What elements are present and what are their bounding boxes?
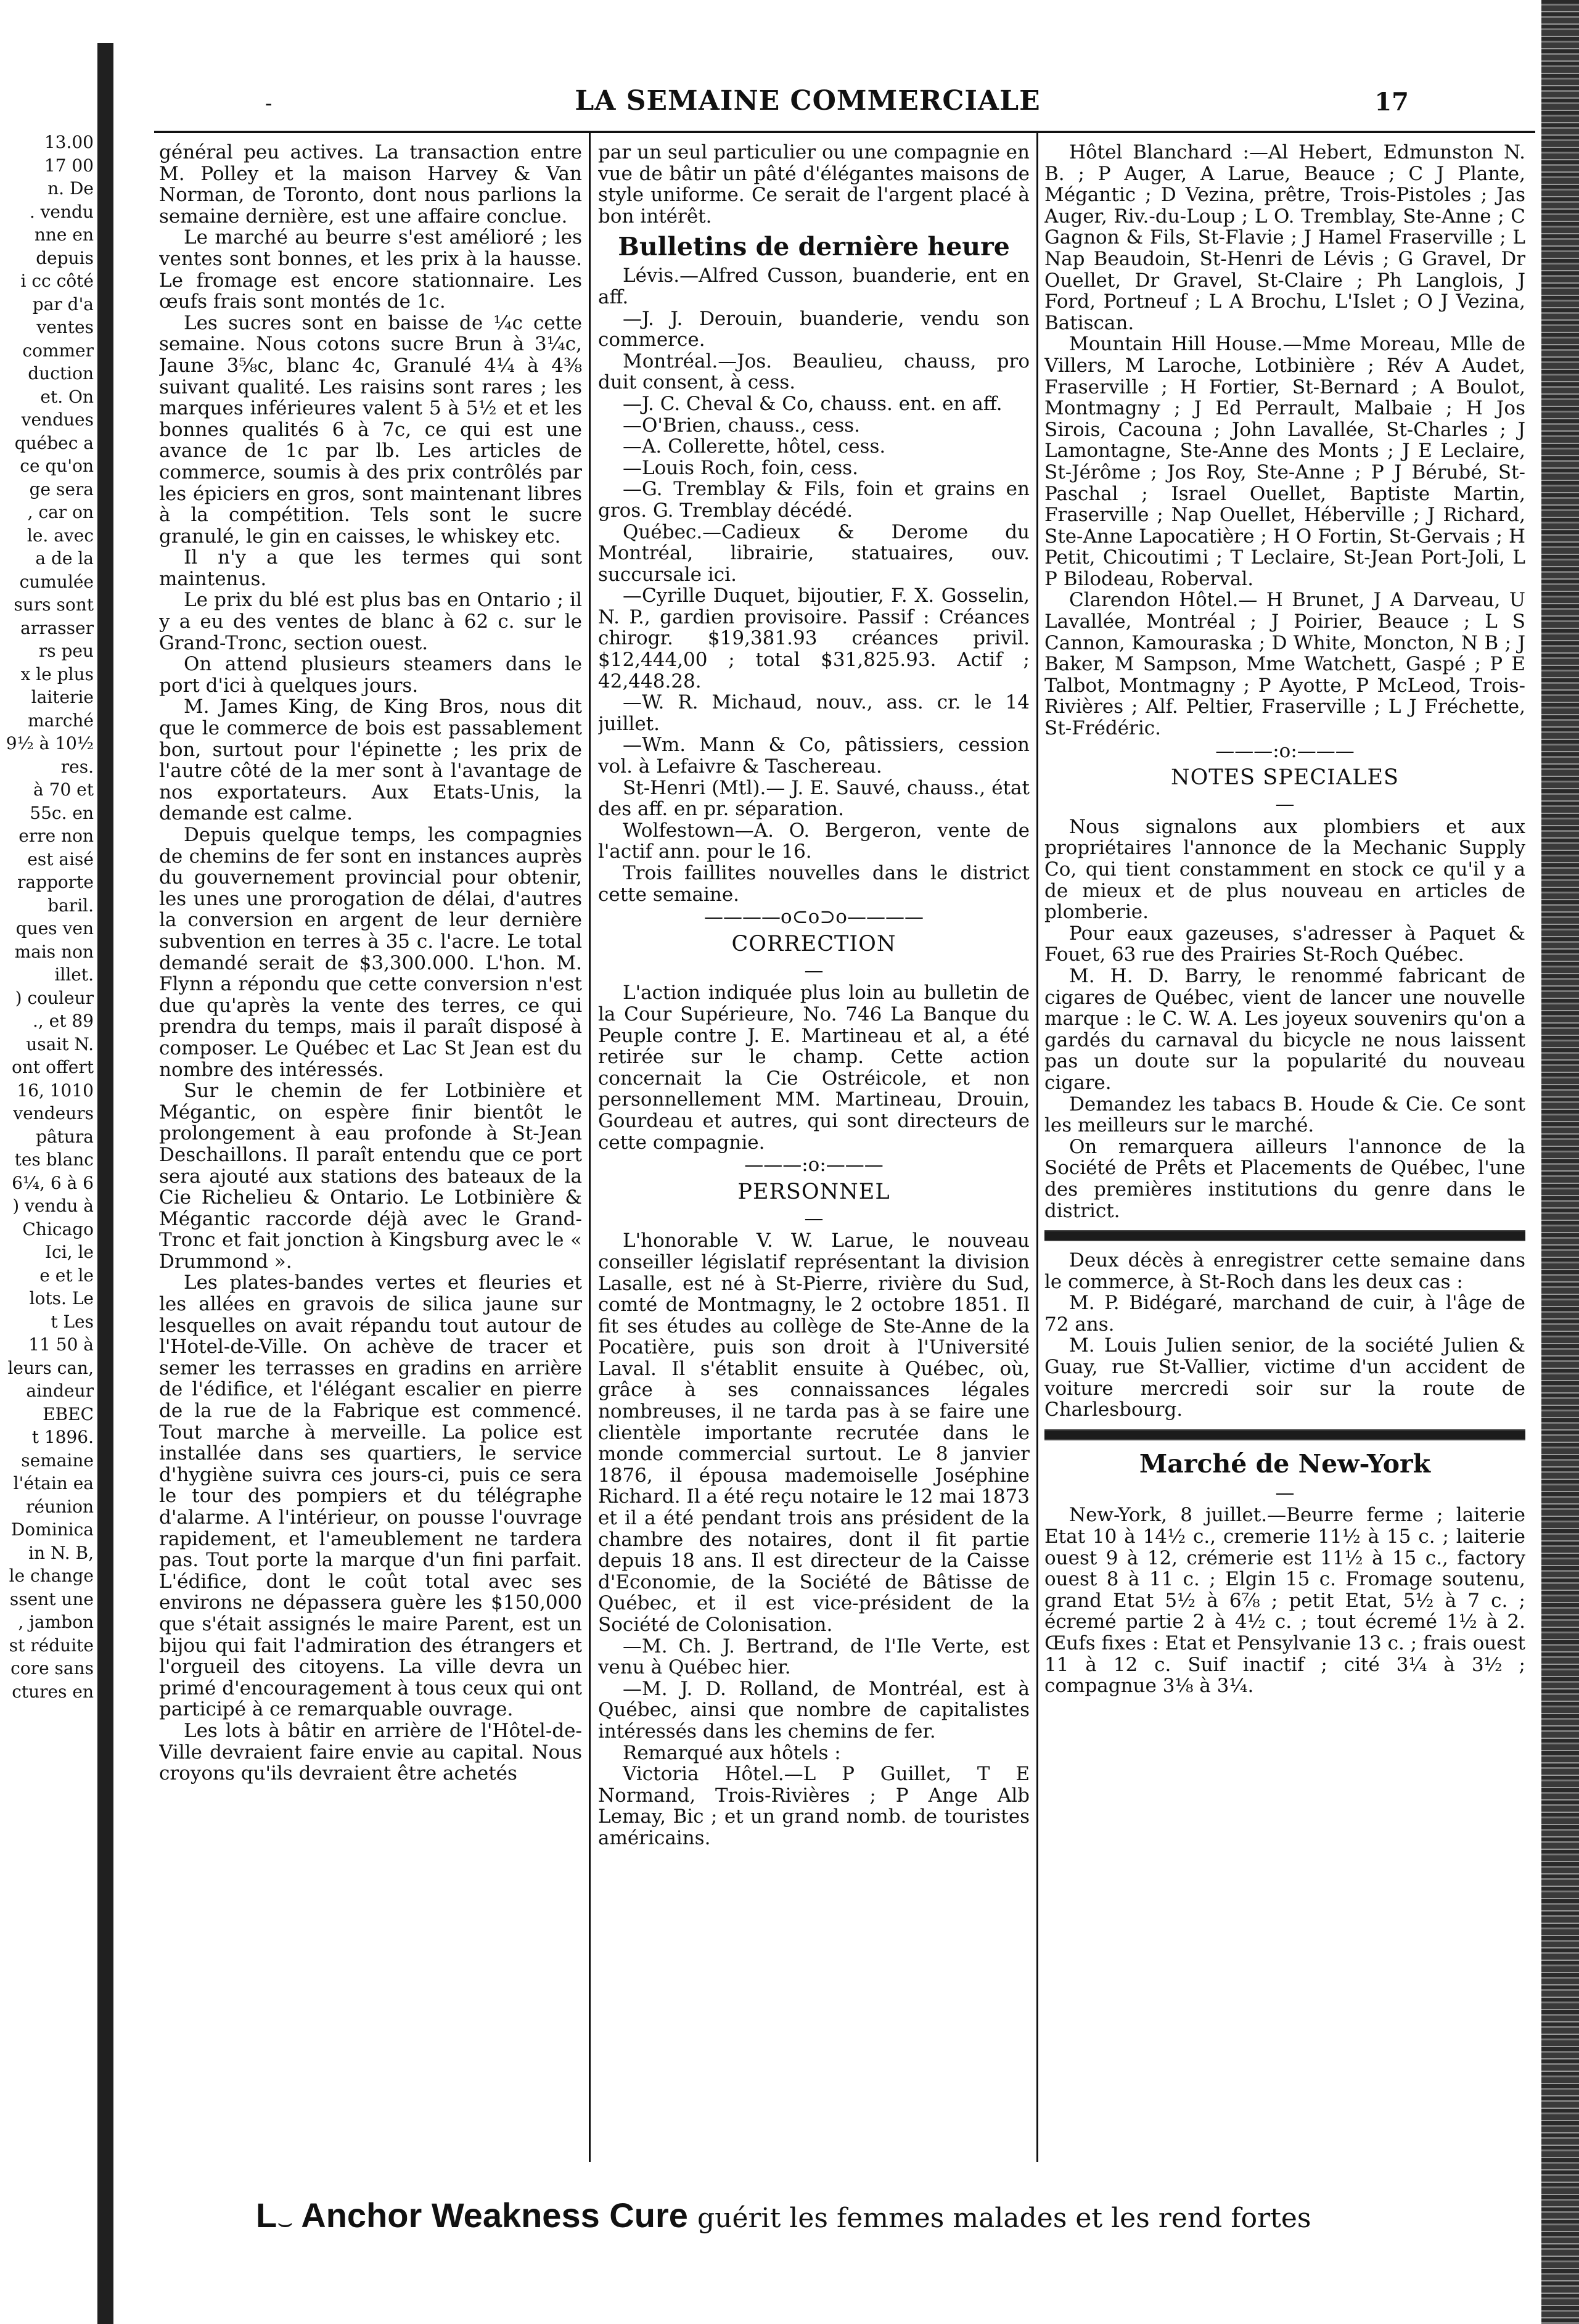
fragment-line: e et le xyxy=(39,1265,94,1286)
separator-bar xyxy=(1044,1429,1525,1440)
fragment-line: ques ven xyxy=(15,918,94,938)
paragraph: Mountain Hill House.—Mme Moreau, Mlle de Villers, M Laroche, Lotbinière ; Rév A Audet, Fraserville ; H Fortier, St-Bernard ; A Boulot, Montmagny ; J Ed Perrault, Malbaie ; H Jos Sirois, Cacouna ; John Lavallée, St-Charles ; J Lamontagne, Ste-Anne des Monts ; J E Leclaire, St-Jérôme ; Jos Roy, Ste-Anne ; P J Bérubé, St-Paschal ; Israel Ouellet, Baptiste Martin, Fraserville ; Nap Ouellet, Héberville ; J Richard, Ste-Anne Lapocatière ; H O Fortin, St-Gervais ; H Petit, Chicoutimi ; T Leclaire, St-Jean Port-Joli, L P Bilodeau, Roberval. xyxy=(1044,333,1525,590)
separator-ornament: — xyxy=(804,959,824,982)
fragment-line: illet. xyxy=(54,964,94,985)
fragment-line: 9½ à 10½ xyxy=(6,733,94,753)
fragment-line: 55c. en xyxy=(30,802,94,823)
fragment-line: duction xyxy=(28,363,94,384)
paragraph: Remarqué aux hôtels : xyxy=(623,1741,841,1764)
paragraph: Clarendon Hôtel.— H Brunet, J A Darveau, U Lavallée, Montréal ; J Poirier, Beauce ; L S Cannon, Kamouraska ; D White, Moncton, N B ; J Baker, M Sampson, Mme Watchett, Gaspé ; P E Talbot, Montmagny ; P Ayotte, P McLeod, Trois-Rivières ; Alf. Peltier, Fraserville ; L J Fréchette, St-Frédéric. xyxy=(1044,589,1525,740)
ad-tagline: guérit les femmes malades et les rend fortes xyxy=(697,2203,1311,2234)
fragment-line: 16, 1010 xyxy=(17,1080,94,1101)
fragment-line: EBEC xyxy=(43,1403,94,1424)
paragraph: Demandez les tabacs B. Houde & Cie. Ce sont les meilleurs sur le marché. xyxy=(1044,1093,1525,1137)
fragment-line: x le plus xyxy=(20,663,94,684)
fragment-line: ce qu'on xyxy=(20,456,94,476)
section-title: CORRECTION xyxy=(731,931,896,956)
section-heading: Bulletins de dernière heure xyxy=(618,232,1010,262)
fragment-line: ge sera xyxy=(29,478,94,499)
paragraph: Lévis.—Alfred Cusson, buanderie, ent en aff. xyxy=(598,265,1030,308)
separator-ornament: — xyxy=(804,1207,824,1230)
paragraph: Les plates-bandes vertes et fleuries et les allées en gravois de silica jaune sur lesquelles on avait répandu tout autour de l'Hotel-de-Ville. On achève de tracer et semer les terrasses en gradins en arrière de l'édifice, et l'élégant escalier en pierre de la rue de la Fabrique est commencé. Tout marche à merveille. La police est installée dans ses quartiers, le service d'hygiène suivra ces jours-ci, puis ce sera le tour des pompiers et du télégraphe d'alarme. A l'intérieur, on pousse l'ouvrage rapidement, et l'ameublement ne tardera pas. Tout porte la marque d'un fini parfait. L'édifice, dont le coût total avec ses environs ne dépassera guère les $150,000 que s'était assignés le maire Parent, est un bijou qui fait l'admiration des étrangers et l'orgueil des citoyens. La ville devra un primé d'encouragement à tous ceux qui ont participé à ce remarquable ouvrage. xyxy=(159,1271,582,1721)
paragraph: —M. J. D. Rolland, de Montréal, est à Québec, ainsi que nombre de capitalistes intéressés dans les chemins de fer. xyxy=(598,1677,1030,1743)
section-heading: Marché de New-York xyxy=(1139,1448,1431,1479)
header-dash: - xyxy=(265,91,273,116)
fragment-line: Ici, le xyxy=(44,1242,94,1262)
article-column-3 xyxy=(1044,142,1525,2170)
fragment-line: 11 50 à xyxy=(28,1334,94,1355)
paragraph: Wolfestown—A. O. Bergeron, vente de l'actif ann. pour le 16. xyxy=(598,819,1030,863)
paragraph: Hôtel Blanchard :—Al Hebert, Edmunston N. B. ; P Auger, A Larue, Beauce ; C J Plante, Mégantic ; D Vezina, prêtre, Trois-Pistoles ; Jas Auger, Riv.-du-Loup ; L O. Tremblay, Ste-Anne ; C Gagnon & Fils, St-Flavie ; J Hamel Fraserville ; L Nap Beaudoin, St-Henri de Lévis ; G Gravel, Dr Ouellet, Dr Gravel, St-Claire ; Ph Langlois, J Ford, Portneuf ; L A Brochu, L'Islet ; O J Vezina, Batiscan. xyxy=(1044,142,1525,334)
fragment-line: le. avec xyxy=(27,525,94,546)
paragraph: Les sucres sont en baisse de ¼c cette semaine. Nous cotons sucre Brun à 3¼c, Jaune 3⅝c, blanc 4c, Granulé 4¼ à 4⅜ suivant qualité. Les raisins sont rares ; les marques inférieures valent 5 à 5½ et et les bonnes qualités 6 à 7c, ce qui est une avance de 1c par lb. Les articles de commerce, soumis à des prix contrôlés par les épiciers en gros, sont maintenant libres à la compétition. Tels sont le sucre granulé, le gin en caisses, le whiskey etc. xyxy=(159,311,582,548)
paragraph: Victoria Hôtel.—L P Guillet, T E Normand, Trois-Rivières ; P Ange Alb Lemay, Bic ; et un grand nomb. de touristes américains. xyxy=(598,1763,1030,1849)
fragment-line: usait N. xyxy=(26,1033,94,1054)
fragment-line: nne en xyxy=(34,224,94,245)
paragraph: M. James King, de King Bros, nous dit que le commerce de bois est passablement bon, surtout pour l'épinette ; les prix de l'autre côté de la mer sont à l'avantage de nos exportateurs. Aux Etats-Unis, la demande est calme. xyxy=(159,696,582,825)
footer-advertisement: L⌣ Anchor Weakness Cure guérit les femmes malades et les rend fortes xyxy=(256,2196,1311,2237)
ad-brand: Anchor Weakness Cure xyxy=(301,2196,688,2235)
fragment-line: semaine xyxy=(21,1450,94,1471)
paragraph: Pour eaux gazeuses, s'adresser à Paquet & Fouet, 63 rue des Prairies St-Roch Québec. xyxy=(1044,922,1525,966)
paragraph: Québec.—Cadieux & Derome du Montréal, librairie, statuaires, ouv. succursale ici. xyxy=(598,520,1030,586)
fragment-line: core sans xyxy=(10,1658,94,1678)
column-rule-2 xyxy=(1036,133,1038,2162)
separator-ornament: — xyxy=(1275,793,1295,816)
fragment-line: a de la xyxy=(35,548,94,569)
paragraph: —J. C. Cheval & Co, chauss. ent. en aff. xyxy=(623,392,1003,415)
fragment-line: surs sont xyxy=(14,594,94,615)
paragraph: New-York, 8 juillet.—Beurre ferme ; laiterie Etat 10 à 14½ c., cremerie 11½ à 15 c. ; laiterie ouest 9 à 12, crémerie est 11½ à 15 c., factory ouest 8 à 11 c. ; Elgin 15 c. Fromage soutenu, grand Etat 5½ à 6⅞ ; petit Etat, 5½ à 7 c. ; écremé partie 2 à 4½ c. ; tout écremé 1½ à 2. Œufs fixes : Etat et Pensylvanie 13 c. ; frais ouest 11 à 12 c. Suif inactif ; cité 3¼ à 3½ ; compagnue 3⅛ à 3¼. xyxy=(1044,1504,1525,1698)
fragment-line: i cc côté xyxy=(20,271,94,291)
fragment-line: , car on xyxy=(27,502,94,522)
paragraph: On remarquera ailleurs l'annonce de la Société de Prêts et Placements de Québec, l'une des premières institutions du genre dans le district. xyxy=(1044,1135,1525,1222)
fragment-line: à 70 et xyxy=(33,779,94,800)
paragraph: —Wm. Mann & Co, pâtissiers, cession vol. à Lefaivre & Taschereau. xyxy=(598,734,1030,778)
fragment-line: mais non xyxy=(14,941,94,962)
fragment-line: ssent une xyxy=(9,1588,94,1609)
fragment-line: st réduite xyxy=(9,1635,94,1656)
paragraph: —W. R. Michaud, nouv., ass. cr. le 14 juillet. xyxy=(598,691,1030,735)
header-rule xyxy=(154,131,1535,133)
fragment-line: res. xyxy=(60,756,94,777)
fragment-line: in N. B, xyxy=(28,1542,94,1563)
article-column-2 xyxy=(598,142,1030,2170)
fragment-line: ctures en xyxy=(12,1681,94,1702)
paragraph: Depuis quelque temps, les compagnies de chemins de fer sont en instances auprès du gouvernement provincial pour obtenir, les unes une prorogation de délai, d'autres la conversion en argent de leur dernière subvention en terres à 35 c. l'acre. Le total demandé serait de $3,300.000. L'hon. M. Flynn a répondu que cette conversion n'est due qu'après la vente des terres, ce qui prendra du temps, mais il paraît disposé à composer. Le Québec et Lac St Jean est du nombre des intéressés. xyxy=(159,824,582,1081)
fragment-line: leurs can, xyxy=(7,1357,94,1378)
adjacent-page-fragment xyxy=(1,131,94,1703)
fragment-line: par d'a xyxy=(32,294,94,314)
fragment-line: ., et 89 xyxy=(32,1011,94,1031)
paragraph: —A. Collerette, hôtel, cess. xyxy=(623,435,886,458)
paragraph: —Louis Roch, foin, cess. xyxy=(623,456,859,479)
separator-ornament: ———:o:——— xyxy=(744,1154,884,1176)
fragment-line: Dominica xyxy=(10,1519,94,1540)
paragraph: —Cyrille Duquet, bijoutier, F. X. Gosselin, N. P., gardien provisoire. Passif : Créances chirogr. $19,381.93 créances privil. $12,444,00 ; total $31,825.93. Actif ; 42,448.28. xyxy=(598,585,1030,692)
fragment-line: , jambon xyxy=(18,1612,94,1632)
page-title: LA SEMAINE COMMERCIALE xyxy=(575,85,1041,117)
fragment-line: tes blanc xyxy=(14,1149,94,1170)
paragraph: Deux décès à enregistrer cette semaine dans le commerce, à St-Roch dans les deux cas : xyxy=(1044,1249,1525,1293)
paragraph: Sur le chemin de fer Lotbinière et Mégantic, on espère finir bientôt le prolongement à eau profonde à St-Jean Deschaillons. Il paraît entendu que ce port sera ajouté aux stations des bateaux de la Cie Richelieu & Ontario. Le Lotbinière & Mégantic raccorde déjà avec le Grand-Tronc et fait jonction à Kingsburg avec le « Drummond ». xyxy=(159,1080,582,1273)
paragraph: Montréal.—Jos. Beaulieu, chauss, pro duit consent, à cess. xyxy=(598,350,1030,394)
fragment-line: pâtura xyxy=(36,1126,94,1147)
fragment-line: aindeur xyxy=(26,1381,94,1401)
fragment-line: le change xyxy=(9,1566,94,1586)
separator-bar xyxy=(1044,1230,1525,1241)
paragraph: Les lots à bâtir en arrière de l'Hôtel-de-Ville devraient faire envie au capital. Nous croyons qu'ils devraient être achetés xyxy=(159,1719,582,1785)
paragraph: Il n'y a que les termes qui sont maintenus. xyxy=(159,546,582,590)
fragment-line: Chicago xyxy=(22,1218,94,1239)
ad-prefix: L xyxy=(256,2196,277,2235)
paragraph: M. Louis Julien senior, de la société Julien & Guay, rue St-Vallier, victime d'un accident de voiture mercredi soir sur la route de Charlesbourg. xyxy=(1044,1334,1525,1421)
fragment-line: laiterie xyxy=(31,687,94,707)
fragment-line: . vendu xyxy=(29,201,94,222)
paragraph: Trois faillites nouvelles dans le district cette semaine. xyxy=(598,862,1030,906)
binding-shadow-left xyxy=(97,43,113,2324)
fragment-line: marché xyxy=(28,710,94,731)
fragment-line: l'étain ea xyxy=(13,1473,94,1493)
binding-shadow-right xyxy=(1541,0,1579,2324)
paragraph: Nous signalons aux plombiers et aux propriétaires l'annonce de la Mechanic Supply Co, qui tient constamment en stock ce qu'il y a de mieux et de plus nouveau en articles de plomberie. xyxy=(1044,815,1525,924)
paragraph: général peu actives. La transaction entre M. Polley et la maison Harvey & Van Norman, de Toronto, dont nous parlions la semaine dernière, est une affaire conclue. xyxy=(159,142,582,228)
paragraph: L'honorable V. W. Larue, le nouveau conseiller législatif représentant la division Lasalle, est né à St-Pierre, rivière du Sud, comté de Montmagny, le 2 octobre 1851. Il fit ses études au collège de Ste-Anne de la Pocatière, puis son droit à l'Université Laval. Il s'établit ensuite à Québec, où, grâce à ses connaissances légales nombreuses, il ne tarda pas à se faire une clientèle importante recrutée dans le monde commercial surtout. Le 8 janvier 1876, il épousa mademoiselle Joséphine Richard. Il a été reçu notaire le 12 mai 1873 et il a été pendant trois ans président de la chambre des notaires, dont il fit partie depuis 18 ans. Il est directeur de la Caisse d'Economie, de la Société de Bâtisse de Québec, et il est vice-président de la Société de Colonisation. xyxy=(598,1230,1030,1636)
paragraph: par un seul particulier ou une compagnie en vue de bâtir un pâté d'élégantes maisons de style uniforme. Ce serait de l'argent placé à bon intérêt. xyxy=(598,142,1030,228)
fragment-line: rapporte xyxy=(17,872,94,892)
separator-ornament: — xyxy=(1275,1481,1295,1504)
paragraph: On attend plusieurs steamers dans le port d'ici à quelques jours. xyxy=(159,653,582,697)
paragraph: M. H. D. Barry, le renommé fabricant de cigares de Québec, vient de lancer une nouvelle marque : le C. W. A. Les joyeux souvenirs qu'on a gardés du carnaval du bicycle ne nous laissent pas un doute sur la popularité du nouveau cigare. xyxy=(1044,964,1525,1094)
fragment-line: ) couleur xyxy=(15,987,94,1008)
paragraph: M. P. Bidégaré, marchand de cuir, à l'âge de 72 ans. xyxy=(1044,1292,1525,1336)
fragment-line: t Les xyxy=(51,1311,94,1332)
fragment-line: ) vendu à xyxy=(12,1196,94,1216)
fragment-line: depuis xyxy=(36,247,94,268)
fragment-line: réunion xyxy=(26,1496,94,1517)
fragment-line: 17 00 xyxy=(44,155,94,176)
fragment-line: commer xyxy=(22,340,94,361)
section-title: NOTES SPECIALES xyxy=(1170,765,1400,790)
fragment-line: t 1896. xyxy=(31,1427,94,1447)
article-column-1 xyxy=(159,142,582,2170)
fragment-line: lots. Le xyxy=(29,1288,94,1308)
fragment-line: arrasser xyxy=(20,617,94,638)
fragment-line: erre non xyxy=(18,826,94,846)
fragment-line: et. On xyxy=(40,386,94,407)
paragraph: L'action indiquée plus loin au bulletin de la Cour Supérieure, No. 746 La Banque du Peuple contre J. E. Martineau et al, a été retirée sur le champ. Cette action concernait la Cie Ostréicole, et non personnellement MM. Martineau, Drouin, Gourdeau et autres, qui sont directeurs de cette compagnie. xyxy=(598,982,1030,1154)
column-rule-1 xyxy=(589,133,591,2162)
fragment-line: est aisé xyxy=(27,848,94,869)
fragment-line: vendues xyxy=(21,409,94,430)
fragment-line: n. De xyxy=(47,178,94,199)
fragment-line: baril. xyxy=(47,895,94,916)
separator-ornament: ———:o:——— xyxy=(1215,739,1355,762)
fragment-line: 6¼, 6 à 6 xyxy=(12,1172,94,1193)
section-title: PERSONNEL xyxy=(737,1179,890,1204)
fragment-line: ventes xyxy=(36,317,94,337)
paragraph: —J. J. Derouin, buanderie, vendu son commerce. xyxy=(598,307,1030,351)
paragraph: —O'Brien, chauss., cess. xyxy=(623,414,861,437)
fragment-line: cumulée xyxy=(19,571,94,592)
paragraph: —G. Tremblay & Fils, foin et grains en gros. G. Tremblay décédé. xyxy=(598,478,1030,522)
fragment-line: rs peu xyxy=(38,641,94,661)
paragraph: Le prix du blé est plus bas en Ontario ; il y a eu des ventes de blanc à 62 c. sur le Grand-Tronc, section ouest. xyxy=(159,589,582,654)
fragment-line: vendeurs xyxy=(13,1103,94,1123)
fragment-line: québec a xyxy=(14,432,94,453)
paragraph: Le marché au beurre s'est amélioré ; les ventes sont bonnes, et les prix à la hausse. Le fromage est encore stationnaire. Les œufs frais sont montés de 1c. xyxy=(159,226,582,313)
fragment-line: 13.00 xyxy=(44,132,94,152)
page-number: 17 xyxy=(1374,88,1409,117)
paragraph: —M. Ch. J. Bertrand, de l'Ile Verte, est venu à Québec hier. xyxy=(598,1635,1030,1679)
paragraph: St-Henri (Mtl).— J. E. Sauvé, chauss., état des aff. en pr. séparation. xyxy=(598,776,1030,821)
fragment-line: ont offert xyxy=(12,1057,94,1077)
separator-ornament: ————o⊂o⊃o———— xyxy=(704,906,924,929)
